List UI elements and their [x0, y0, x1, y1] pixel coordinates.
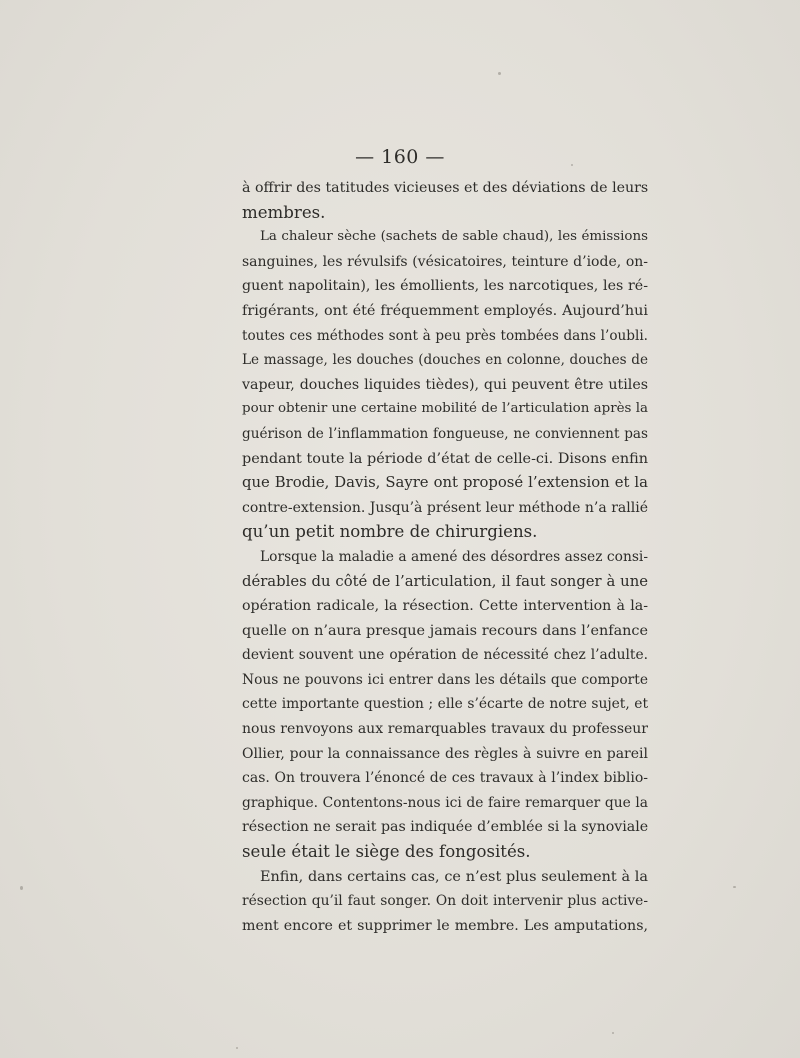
text-line: pour obtenir une certaine mobilité de l’articulation après la [242, 401, 648, 417]
text-line: guent napolitain), les émollients, les narcotiques, les ré- [242, 278, 648, 295]
text-line: pendant toute la période d’état de celle-ci. Disons enfin [242, 450, 648, 467]
text-line: guérison de l’inflammation fongueuse, ne conviennent pas [242, 425, 648, 442]
text-line: sanguines, les révulsifs (vésicatoires, teinture d’iode, on- [242, 253, 648, 270]
paper-speck [733, 886, 736, 888]
text-line: Nous ne pouvons ici entrer dans les détails que comporte [242, 671, 648, 688]
text-line: toutes ces méthodes sont à peu près tombées dans l’oubli. [242, 327, 648, 344]
text-line: qu’un petit nombre de chirurgiens. [242, 522, 538, 542]
paper-speck [236, 1047, 238, 1049]
text-line: frigérants, ont été fréquemment employés. Aujourd’hui [242, 302, 648, 319]
text-line: cette importante question ; elle s’écarte de notre sujet, et [242, 696, 648, 713]
text-line: résection qu’il faut songer. On doit intervenir plus active- [242, 893, 648, 910]
text-line: nous renvoyons aux remarquables travaux du professeur [242, 721, 648, 738]
text-line: seule était le siège des fongosités. [242, 842, 531, 862]
text-line: vapeur, douches liquides tièdes), qui peuvent être utiles [242, 376, 648, 393]
body-text [242, 176, 648, 938]
text-line: quelle on n’aura presque jamais recours dans l’enfance [242, 622, 648, 639]
text-line: dérables du côté de l’articulation, il faut songer à une [242, 572, 648, 590]
text-line: cas. On trouvera l’énoncé de ces travaux à l’index biblio- [242, 770, 648, 787]
text-line: Le massage, les douches (douches en colonne, douches de [242, 352, 648, 369]
text-line: membres. [242, 202, 326, 222]
text-line: Ollier, pour la connaissance des règles à suivre en pareil [242, 745, 648, 762]
page-number: — 160 — [355, 146, 445, 168]
text-line: Enfin, dans certains cas, ce n’est plus seulement à la [260, 868, 648, 885]
text-line: contre-extension. Jusqu’à présent leur méthode n’a rallié [242, 499, 648, 516]
text-line: graphique. Contentons-nous ici de faire remarquer que la [242, 794, 648, 811]
paper-speck [20, 886, 23, 890]
text-line: Lorsque la maladie a amené des désordres assez consi- [260, 548, 648, 565]
text-line: devient souvent une opération de nécessité chez l’adulte. [242, 647, 648, 664]
paper-speck [612, 1032, 614, 1034]
text-line: que Brodie, Davis, Sayre ont proposé l’extension et la [242, 474, 648, 492]
text-line: opération radicale, la résection. Cette intervention à la- [242, 598, 648, 615]
text-line: La chaleur sèche (sachets de sable chaud), les émissions [260, 229, 648, 245]
text-line: à offrir des tatitudes vicieuses et des déviations de leurs [242, 180, 649, 196]
paper-speck [571, 164, 573, 166]
text-line: résection ne serait pas indiquée d’emblée si la synoviale [242, 819, 649, 836]
text-line: ment encore et supprimer le membre. Les amputations, [242, 917, 648, 934]
paper-speck [498, 72, 501, 75]
